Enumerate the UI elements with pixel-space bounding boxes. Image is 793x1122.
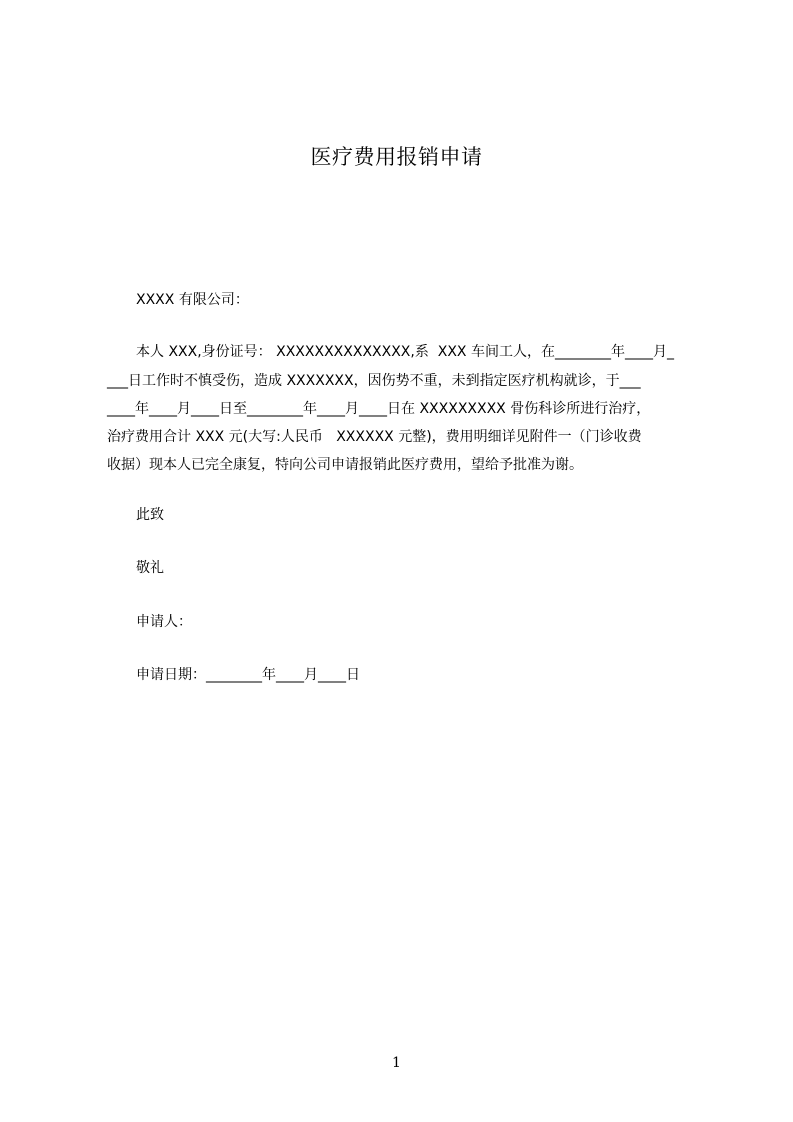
body-line-5: 收据）现本人已完全康复，特向公司申请报销此医疗费用，望给予批准为谢。: [107, 457, 583, 473]
application-date: 申请日期：________年____月____日: [136, 667, 360, 683]
salutation: XXXX 有限公司：: [136, 292, 249, 308]
applicant-label: 申请人：: [136, 614, 192, 630]
closing-ci-zhi: 此致: [136, 507, 164, 523]
body-line-4: 治疗费用合计 XXX 元(大写:人民币 XXXXXX 元整)，费用明细详见附件一（门诊收费: [107, 429, 642, 445]
page-number: 1: [392, 1055, 401, 1071]
body-line-3: ____年____月____日至________年____月____日在 XXXXXXXXX 骨伤科诊所进行治疗，: [107, 401, 651, 417]
body-line-1: 本人 XXX,身份证号： XXXXXXXXXXXXXX,系 XXX 车间工人，在________年____月_: [136, 344, 674, 360]
body-line-2: ___日工作时不慎受伤，造成 XXXXXXX，因伤势不重，未到指定医疗机构就诊，于___: [107, 373, 641, 389]
document-title: 医疗费用报销申请: [310, 145, 483, 169]
closing-jing-li: 敬礼: [136, 560, 164, 576]
